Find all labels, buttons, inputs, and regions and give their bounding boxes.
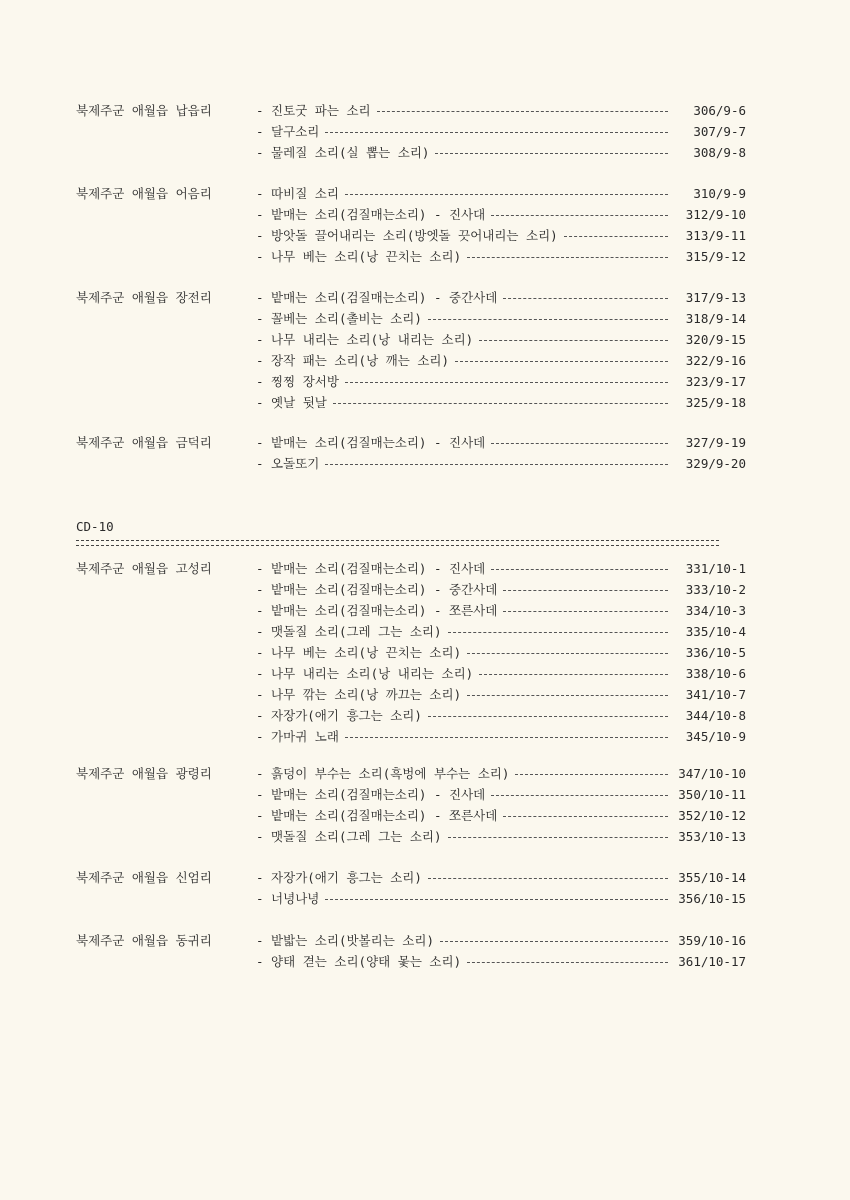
entry-ref: 312/9-10 xyxy=(685,207,746,222)
dot-leader xyxy=(377,111,668,112)
dot-leader xyxy=(503,816,668,817)
entry-ref: 335/10-4 xyxy=(685,624,746,639)
entry-title: - 옛날 뒷날 xyxy=(256,395,327,410)
entry-title: - 방앗돌 끌어내리는 소리(방엣돌 끗어내리는 소리) xyxy=(256,228,558,243)
region-label: 북제주군 애월읍 광령리 xyxy=(76,766,212,781)
entry-ref: 310/9-9 xyxy=(693,186,746,201)
entry-title: - 맷돌질 소리(그레 그는 소리) xyxy=(256,829,442,844)
entry-ref: 353/10-13 xyxy=(678,829,746,844)
entry-title: - 나무 내리는 소리(낭 내리는 소리) xyxy=(256,332,474,347)
entry-title: - 밭밟는 소리(밧볼리는 소리) xyxy=(256,933,434,948)
list-item xyxy=(76,684,756,705)
entry-title: - 자장가(애기 흥그는 소리) xyxy=(256,708,422,723)
entry-ref: 350/10-11 xyxy=(678,787,746,802)
list-item xyxy=(76,121,756,142)
entry-title: - 진토굿 파는 소리 xyxy=(256,103,371,118)
entry-title: - 나무 깎는 소리(낭 까끄는 소리) xyxy=(256,687,462,702)
entry-title: - 밭매는 소리(검질매는소리) - 진사대 xyxy=(256,207,486,222)
region-label: 북제주군 애월읍 납읍리 xyxy=(76,103,212,118)
entry-title: - 찡찡 장서방 xyxy=(256,374,339,389)
section-geumdeok xyxy=(76,432,756,474)
entry-ref: 313/9-11 xyxy=(685,228,746,243)
list-item xyxy=(76,287,756,308)
dot-leader xyxy=(491,215,668,216)
entry-title: - 오돌또기 xyxy=(256,456,320,471)
region-label: 북제주군 애월읍 장전리 xyxy=(76,290,212,305)
list-item xyxy=(76,308,756,329)
entry-ref: 307/9-7 xyxy=(693,124,746,139)
entry-title: - 양태 겯는 소리(양태 몿는 소리) xyxy=(256,954,462,969)
dot-leader xyxy=(479,340,668,341)
list-item xyxy=(76,558,756,579)
cd-label: CD-10 xyxy=(76,519,114,534)
dot-leader xyxy=(333,403,668,404)
list-item xyxy=(76,350,756,371)
section-napeup xyxy=(76,100,756,163)
entry-title: - 따비질 소리 xyxy=(256,186,339,201)
entry-title: - 너녕나녕 xyxy=(256,891,320,906)
entry-ref: 329/9-20 xyxy=(685,456,746,471)
double-rule-separator xyxy=(76,540,719,546)
dot-leader xyxy=(345,737,668,738)
entry-ref: 325/9-18 xyxy=(685,395,746,410)
dot-leader xyxy=(479,674,668,675)
entry-ref: 320/9-15 xyxy=(685,332,746,347)
list-item xyxy=(76,225,756,246)
entry-ref: 352/10-12 xyxy=(678,808,746,823)
list-item xyxy=(76,867,756,888)
entry-ref: 355/10-14 xyxy=(678,870,746,885)
dot-leader xyxy=(440,941,668,942)
entry-ref: 359/10-16 xyxy=(678,933,746,948)
entry-title: - 가마귀 노래 xyxy=(256,729,339,744)
entry-ref: 331/10-1 xyxy=(685,561,746,576)
entry-ref: 361/10-17 xyxy=(678,954,746,969)
region-label: 북제주군 애월읍 동귀리 xyxy=(76,933,212,948)
list-item xyxy=(76,805,756,826)
entry-ref: 347/10-10 xyxy=(678,766,746,781)
entry-title: - 흙덩이 부수는 소리(흑벙에 부수는 소리) xyxy=(256,766,510,781)
dot-leader xyxy=(435,153,668,154)
list-item xyxy=(76,763,756,784)
dot-leader xyxy=(491,569,668,570)
entry-title: - 나무 베는 소리(낭 끈치는 소리) xyxy=(256,645,462,660)
dot-leader xyxy=(455,361,668,362)
entry-ref: 336/10-5 xyxy=(685,645,746,660)
list-item xyxy=(76,183,756,204)
section-donggwi xyxy=(76,930,756,972)
dot-leader xyxy=(564,236,668,237)
dot-leader xyxy=(325,132,668,133)
region-label: 북제주군 애월읍 금덕리 xyxy=(76,435,212,450)
list-item xyxy=(76,100,756,121)
list-item xyxy=(76,204,756,225)
list-item xyxy=(76,453,756,474)
dot-leader xyxy=(345,194,668,195)
entry-title: - 달구소리 xyxy=(256,124,320,139)
entry-title: - 밭매는 소리(검질매는소리) - 중간사데 xyxy=(256,290,498,305)
list-item xyxy=(76,600,756,621)
dot-leader xyxy=(428,878,668,879)
dot-leader xyxy=(467,695,668,696)
list-item xyxy=(76,663,756,684)
dot-leader xyxy=(503,298,668,299)
list-item xyxy=(76,930,756,951)
entry-ref: 356/10-15 xyxy=(678,891,746,906)
list-item xyxy=(76,642,756,663)
entry-ref: 334/10-3 xyxy=(685,603,746,618)
entry-title: - 밭매는 소리(검질매는소리) - 진사데 xyxy=(256,435,486,450)
section-jangjeon xyxy=(76,287,756,413)
region-label: 북제주군 애월읍 신엄리 xyxy=(76,870,212,885)
list-item xyxy=(76,784,756,805)
list-item xyxy=(76,329,756,350)
entry-title: - 자장가(애기 흥그는 소리) xyxy=(256,870,422,885)
dot-leader xyxy=(467,257,668,258)
entry-ref: 345/10-9 xyxy=(685,729,746,744)
list-item xyxy=(76,705,756,726)
dot-leader xyxy=(325,464,668,465)
entry-title: - 물레질 소리(실 뽑는 소리) xyxy=(256,145,430,160)
dot-leader xyxy=(503,590,668,591)
list-item xyxy=(76,246,756,267)
list-item xyxy=(76,579,756,600)
entry-title: - 밭매는 소리(검질매는소리) - 진사데 xyxy=(256,561,486,576)
dot-leader xyxy=(467,653,668,654)
dot-leader xyxy=(325,899,668,900)
dot-leader xyxy=(448,837,668,838)
region-label: 북제주군 애월읍 어음리 xyxy=(76,186,212,201)
entry-ref: 318/9-14 xyxy=(685,311,746,326)
entry-ref: 333/10-2 xyxy=(685,582,746,597)
entry-title: - 밭매는 소리(검질매는소리) - 진사데 xyxy=(256,787,486,802)
list-item xyxy=(76,392,756,413)
entry-title: - 밭매는 소리(검질매는소리) - 중간사데 xyxy=(256,582,498,597)
entry-ref: 327/9-19 xyxy=(685,435,746,450)
entry-ref: 317/9-13 xyxy=(685,290,746,305)
list-item xyxy=(76,888,756,909)
entry-ref: 338/10-6 xyxy=(685,666,746,681)
list-item xyxy=(76,142,756,163)
entry-ref: 344/10-8 xyxy=(685,708,746,723)
list-item xyxy=(76,432,756,453)
section-goseong xyxy=(76,558,756,747)
dot-leader xyxy=(345,382,668,383)
dot-leader xyxy=(515,774,668,775)
dot-leader xyxy=(503,611,668,612)
entry-title: - 밭매는 소리(검질매는소리) - 쪼른사데 xyxy=(256,603,498,618)
list-item xyxy=(76,371,756,392)
entry-ref: 322/9-16 xyxy=(685,353,746,368)
region-label: 북제주군 애월읍 고성리 xyxy=(76,561,212,576)
entry-ref: 306/9-6 xyxy=(693,103,746,118)
dot-leader xyxy=(491,443,668,444)
list-item xyxy=(76,826,756,847)
entry-title: - 맷돌질 소리(그레 그는 소리) xyxy=(256,624,442,639)
entry-title: - 장작 패는 소리(낭 깨는 소리) xyxy=(256,353,450,368)
dot-leader xyxy=(448,632,668,633)
dot-leader xyxy=(467,962,668,963)
entry-title: - 나무 내리는 소리(낭 내리는 소리) xyxy=(256,666,474,681)
entry-ref: 315/9-12 xyxy=(685,249,746,264)
dot-leader xyxy=(428,319,668,320)
section-gwangryeong xyxy=(76,763,756,847)
section-eoeum xyxy=(76,183,756,267)
entry-title: - 나무 베는 소리(낭 끈치는 소리) xyxy=(256,249,462,264)
list-item xyxy=(76,951,756,972)
section-sineom xyxy=(76,867,756,909)
dot-leader xyxy=(428,716,668,717)
entry-ref: 308/9-8 xyxy=(693,145,746,160)
dot-leader xyxy=(491,795,668,796)
list-item xyxy=(76,621,756,642)
entry-title: - 밭매는 소리(검질매는소리) - 쪼른사데 xyxy=(256,808,498,823)
entry-title: - 꼴베는 소리(촐비는 소리) xyxy=(256,311,422,326)
entry-ref: 341/10-7 xyxy=(685,687,746,702)
list-item xyxy=(76,726,756,747)
entry-ref: 323/9-17 xyxy=(685,374,746,389)
